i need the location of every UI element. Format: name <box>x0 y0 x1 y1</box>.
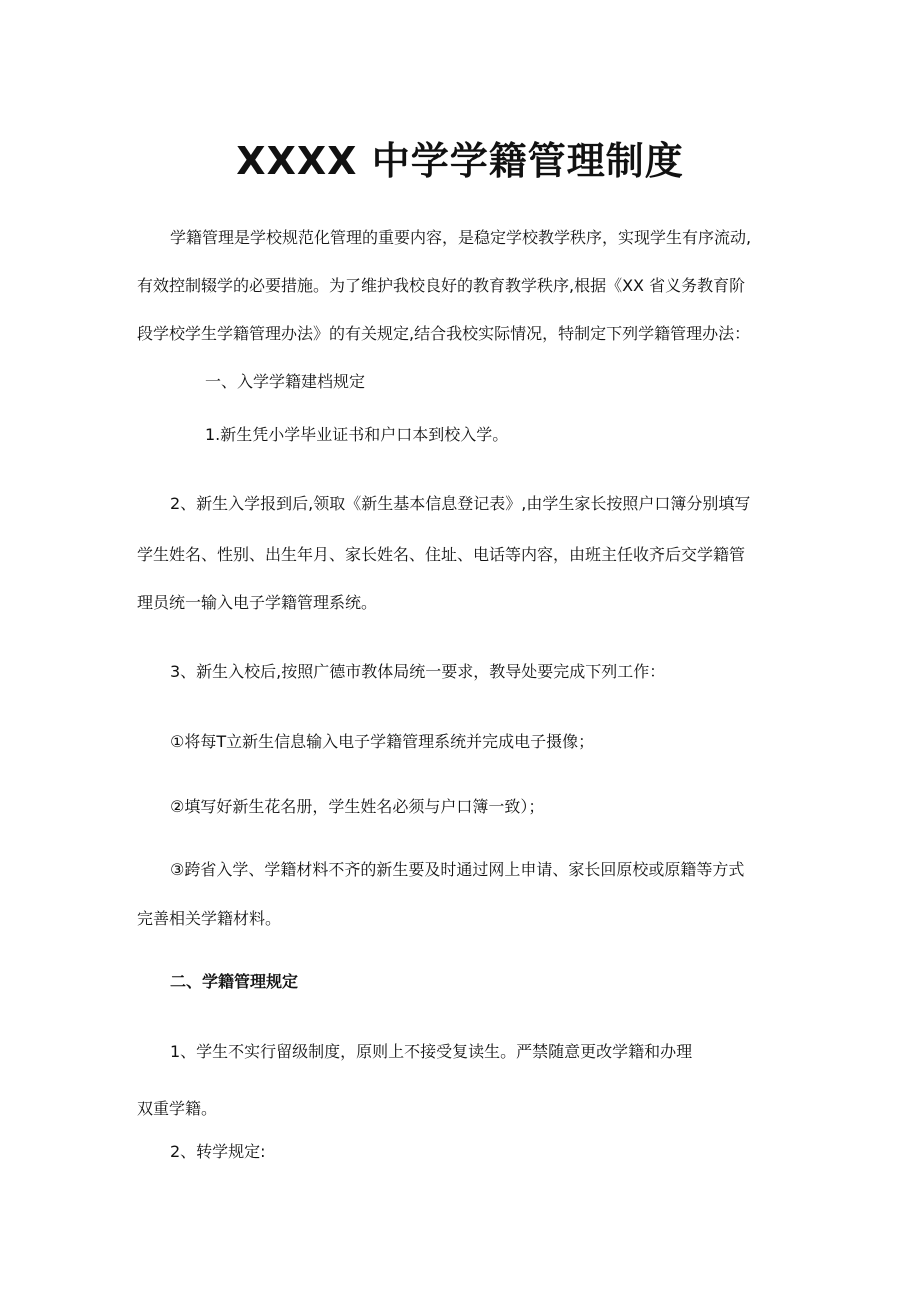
item-1-2-line-2: 学生姓名、性别、出生年月、家长姓名、住址、电话等内容，由班主任收齐后交学籍管 <box>137 545 746 564</box>
sub-item-3-line-1: ③跨省入学、学籍材料不齐的新生要及时通过网上申请、家长回原校或原籍等方式 <box>170 860 745 879</box>
document-title: XXXX 中学学籍管理制度 <box>236 139 684 183</box>
item-1-3: 3、新生入校后,按照广德市教体局统一要求，教导处要完成下列工作： <box>170 662 666 681</box>
section-heading-1: 一、入学学籍建档规定 <box>205 372 366 391</box>
intro-line-1: 学籍管理是学校规范化管理的重要内容，是稳定学校教学秩序，实现学生有序流动, <box>170 228 752 247</box>
sub-item-2: ②填写好新生花名册，学生姓名必须与户口簿一致）； <box>170 797 545 816</box>
item-1-1: 1.新生凭小学毕业证书和户口本到校入学。 <box>205 425 509 444</box>
item-1-2-line-3: 理员统一输入电子学籍管理系统。 <box>137 593 378 612</box>
item-2-1-line-1: 1、学生不实行留级制度，原则上不接受复读生。严禁随意更改学籍和办理 <box>170 1042 693 1061</box>
sub-item-1: ①将每T立新生信息输入电子学籍管理系统并完成电子摄像； <box>170 732 595 751</box>
intro-line-2: 有效控制辍学的必要措施。为了维护我校良好的教育教学秩序,根据《XX 省义务教育阶 <box>137 276 746 295</box>
sub-item-3-line-2: 完善相关学籍材料。 <box>137 909 282 928</box>
item-1-2-line-1: 2、新生入学报到后,领取《新生基本信息登记表》,由学生家长按照户口簿分别填写 <box>170 494 751 513</box>
item-2-2: 2、转学规定: <box>170 1142 266 1161</box>
section-heading-2: 二、学籍管理规定 <box>170 972 299 991</box>
item-2-1-line-2: 双重学籍。 <box>137 1099 218 1118</box>
intro-line-3: 段学校学生学籍管理办法》的有关规定,结合我校实际情况，特制定下列学籍管理办法： <box>137 324 751 343</box>
